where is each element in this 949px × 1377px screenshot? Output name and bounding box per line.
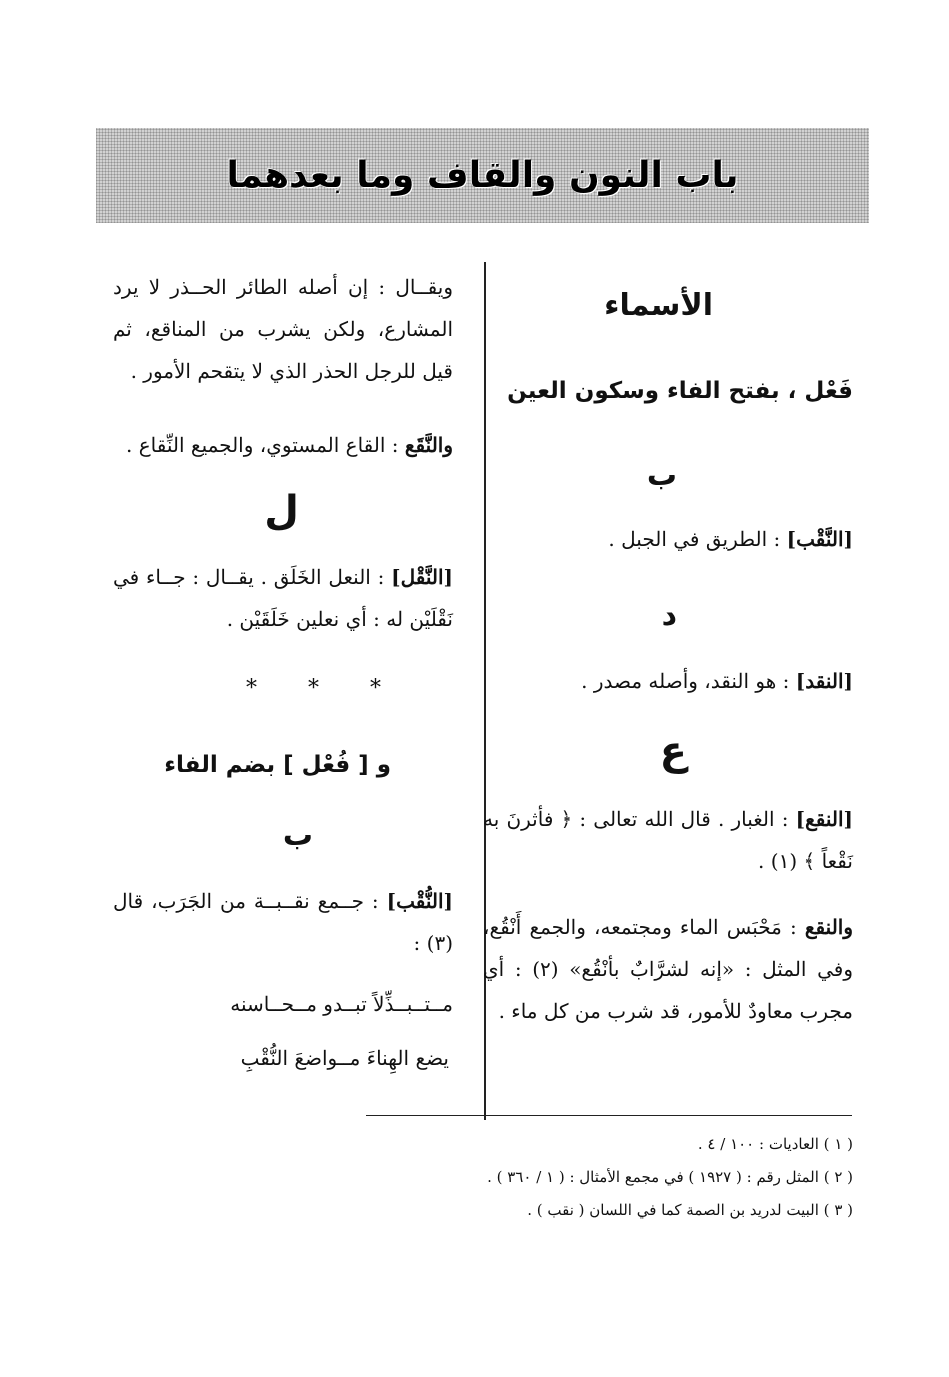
entry xyxy=(483,906,853,1032)
footnote-rule xyxy=(366,1115,852,1116)
pattern-subheading: و [ فُعْل ] بضم الفاء xyxy=(164,752,391,778)
entry-term: والنقع xyxy=(804,915,853,939)
letter-heading: ب xyxy=(282,818,313,853)
entry-term: [النقع] xyxy=(795,807,853,831)
letter-heading: ع xyxy=(659,728,687,774)
entry-text: : مَحْبَس الماء ومجتمعه، والجمع أَنْقُع، وفي المثل : «إنه لشرَّابٌ بأنْقُع» (٢) : أي مجرب معاودٌ للأمور، قد شرب من كل ماء . xyxy=(483,915,854,1023)
entry-text: : جــمع نقــبــة من الجَرَب، قال (٣) : xyxy=(113,889,453,955)
entry xyxy=(113,880,453,964)
chapter-title: باب النون والقاف وما بعدهما xyxy=(226,155,739,196)
verse-line: مــتــبــذِّلاً تبــدو مــحــاسنه xyxy=(230,992,453,1016)
entry xyxy=(483,518,853,560)
entry-term: [النقد] xyxy=(795,669,853,693)
entry xyxy=(483,798,853,882)
footnote: ( ١ ) العاديات : ١٠٠ / ٤ . xyxy=(697,1135,853,1153)
entry-text: : الغبار . قال الله تعالى : ﴿ فأثرنَ به نَقْعاً ﴾ (١) . xyxy=(483,807,853,873)
entry xyxy=(483,660,853,702)
entry-text: : النعل الخَلَق . يقــال : جــاء في نَقْلَيْن له : أي نعلين خَلَقَيْن . xyxy=(113,565,453,631)
letter-heading: ل xyxy=(264,488,299,534)
section-heading: الأسماء xyxy=(604,288,713,323)
chapter-banner xyxy=(96,128,869,223)
entry-term: [النَّقْل] xyxy=(391,565,453,589)
entry-text: : هو النقد، وأصله مصدر . xyxy=(581,669,796,693)
letter-heading: د xyxy=(661,598,677,633)
entry-term: [النَّقْب] xyxy=(786,527,853,551)
entry xyxy=(113,556,453,640)
entry xyxy=(113,424,453,466)
paragraph: ويقــال : إن أصله الطائر الحــذر لا يرد المشارع، ولكن يشرب من المناقع، ثم قيل للرجل الحذر الذي لا يتقحم الأمور . xyxy=(113,275,453,383)
entry-text: : القاع المستوي، والجميع النِّقاع . xyxy=(126,433,405,457)
pattern-subheading: فَعْل ، بفتح الفاء وسكون العين xyxy=(507,378,853,404)
verse-line: يضع الهِناءَ مــواضعَ النُّقْبِ xyxy=(240,1046,449,1070)
letter-heading: ب xyxy=(646,458,677,493)
footnote: ( ٣ ) البيت لدريد بن الصمة كما في اللسان ( نقب ) . xyxy=(527,1201,853,1219)
footnote: ( ٢ ) المثل رقم : ( ١٩٢٧ ) في مجمع الأمثال : ( ١ / ٣٦٠ ) . xyxy=(487,1168,853,1186)
entry-text: : الطريق في الجبل . xyxy=(608,527,787,551)
section-separator: * * * xyxy=(246,676,403,701)
entry-term: والنَّقَع xyxy=(404,433,453,457)
entry-term: [النُّقْب] xyxy=(386,889,453,913)
footnotes xyxy=(487,1128,853,1227)
